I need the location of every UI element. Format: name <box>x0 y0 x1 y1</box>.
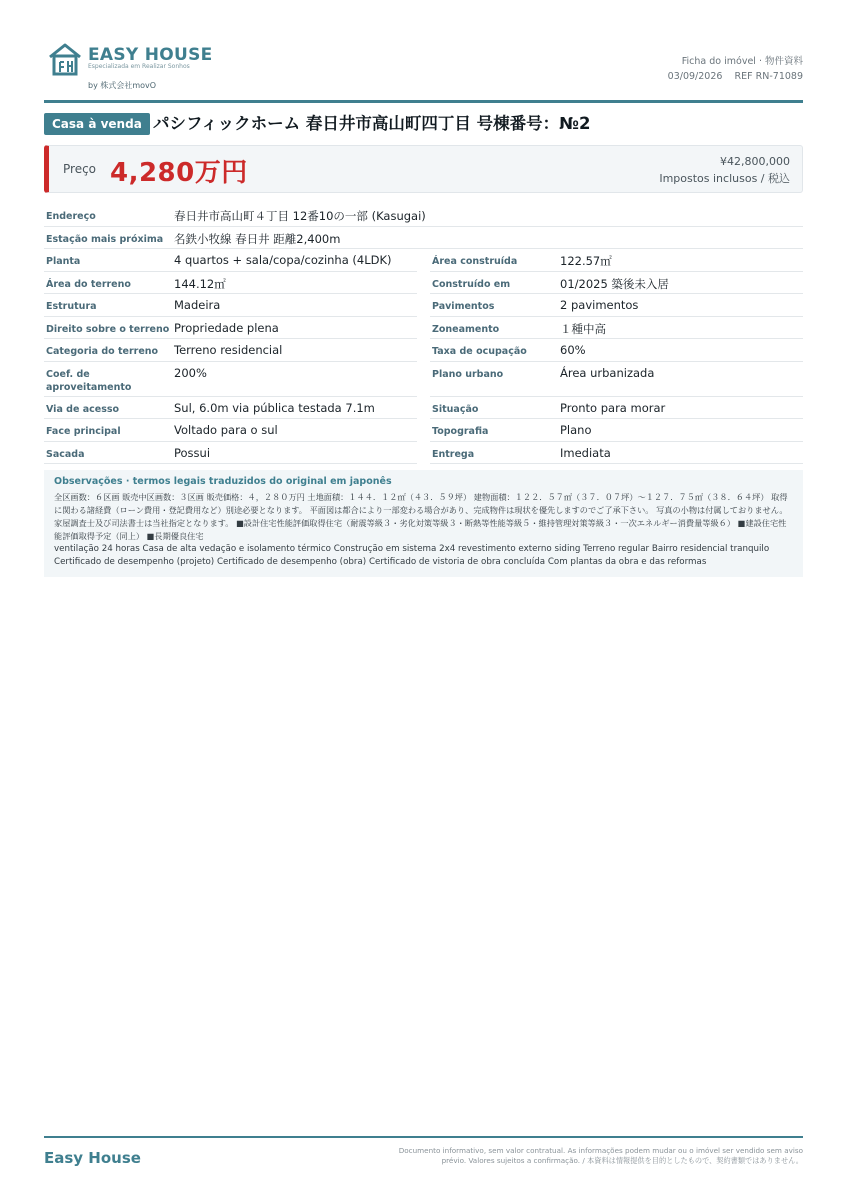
spec-value: Plano <box>560 423 592 437</box>
footer-brand: Easy House <box>44 1149 141 1167</box>
spec-row-address <box>44 204 803 227</box>
footer-disclaimer <box>373 1146 803 1166</box>
spec-value: Madeira <box>174 298 221 312</box>
price-label: Preço <box>63 162 97 176</box>
house-logo-icon <box>48 42 82 76</box>
notes-panel <box>44 470 803 577</box>
brand-tagline: Especializada em Realizar Sonhos <box>88 63 190 70</box>
document-date: 03/09/2026 <box>667 71 723 82</box>
spec-label: Construído em <box>432 278 511 290</box>
spec-cell <box>430 419 803 442</box>
spec-pair <box>44 362 803 397</box>
property-title: パシフィックホーム 春日井市高山町四丁目 号棟番号：№2 <box>153 114 591 133</box>
spec-value: 200% <box>174 365 207 380</box>
brand-company: by 株式会社movO <box>88 81 157 90</box>
spec-pair <box>44 339 803 362</box>
spec-cell <box>430 249 803 272</box>
document-meta <box>668 54 803 84</box>
spec-cell <box>44 294 417 317</box>
spec-cell <box>430 339 803 362</box>
spec-label: Taxa de ocupação <box>432 346 527 357</box>
spec-cell <box>430 294 803 317</box>
price-box <box>44 145 803 193</box>
spec-value: 01/2025 築後未入居 <box>560 276 669 291</box>
brand-name: EASY HOUSE <box>88 45 213 65</box>
spec-pair <box>44 397 803 420</box>
spec-pair <box>44 419 803 442</box>
spec-label: Direito sobre o terreno <box>46 323 170 335</box>
spec-pair <box>44 249 803 272</box>
spec-value: 144.12㎡ <box>174 276 226 291</box>
spec-cell <box>44 317 417 340</box>
notes-title: Observações · termos legais traduzidos do original em japonês <box>54 476 392 487</box>
footer-disclaimer-line: Documento informativo, sem valor contratual. As informações podem mudar ou o imóvel ser vendido sem aviso <box>398 1146 803 1155</box>
spec-label: Plano urbano <box>432 368 504 380</box>
spec-label: Categoria do terreno <box>46 346 159 357</box>
spec-cell <box>430 317 803 340</box>
spec-label: Endereço <box>46 211 96 222</box>
spec-table <box>44 204 803 464</box>
spec-value: 春日井市高山町４丁目 12番10の一部 (Kasugai) <box>174 209 426 223</box>
spec-cell <box>44 249 417 272</box>
spec-label: Topografia <box>432 426 489 437</box>
spec-cell <box>44 442 417 465</box>
spec-label: Coef. de aproveitamento <box>46 368 132 393</box>
spec-pair <box>44 317 803 340</box>
spec-value: Possui <box>174 445 211 460</box>
spec-cell <box>430 272 803 295</box>
spec-label: Situação <box>432 403 479 415</box>
spec-label: Sacada <box>46 448 85 460</box>
spec-value: Voltado para o sul <box>174 423 278 437</box>
tax-note: Impostos inclusos / 税込 <box>659 172 790 185</box>
spec-cell <box>44 397 417 420</box>
spec-pair <box>44 272 803 295</box>
price-value: 4,280万円 <box>110 158 248 188</box>
spec-value: １種中高 <box>560 321 606 336</box>
footer <box>44 1136 803 1178</box>
spec-value: Imediata <box>560 445 611 460</box>
spec-value: 60% <box>560 343 586 357</box>
spec-value: Terreno residencial <box>174 343 283 357</box>
title-row <box>44 112 803 142</box>
spec-cell <box>44 272 417 295</box>
spec-value: 4 quartos + sala/copa/cozinha (4LDK) <box>174 253 392 267</box>
spec-label: Zoneamento <box>432 323 500 335</box>
price-yen: ¥42,800,000 <box>720 155 790 168</box>
spec-value: 122.57㎡ <box>560 254 612 268</box>
footer-disclaimer-line: prévio. Valores sujeitos a confirmação. / 本資料は情報提供を目的としたもので、契約書類ではありません。 <box>441 1156 803 1165</box>
spec-row-station <box>44 227 803 250</box>
spec-label: Planta <box>46 256 81 267</box>
spec-label: Via de acesso <box>46 403 120 415</box>
spec-cell <box>430 362 803 397</box>
logo <box>48 42 268 92</box>
spec-value: Propriedade plena <box>174 320 279 335</box>
spec-cell <box>44 339 417 362</box>
notes-portuguese-text: ventilação 24 horas Casa de alta vedação e isolamento térmico Construção em sistema 2x4 revestimento externo siding Terreno regular Bairro residencial tranquilo Certificado de desempenho (projeto) Certificado de desempenho (obra) Certificado de vistoria de obra concluída Com plantas da obra e das reformas <box>54 544 770 567</box>
spec-value: Área urbanizada <box>560 365 655 380</box>
spec-label: Face principal <box>46 426 121 437</box>
spec-cell <box>44 362 417 397</box>
spec-label: Pavimentos <box>432 301 495 312</box>
spec-value: Pronto para morar <box>560 400 666 415</box>
property-sheet <box>44 0 803 577</box>
spec-value: 名鉄小牧線 春日井 距離2,400m <box>174 231 341 246</box>
spec-value: 2 pavimentos <box>560 298 639 312</box>
listing-type-badge: Casa à venda <box>44 113 150 135</box>
spec-pair <box>44 294 803 317</box>
notes-japanese-text: 全区画数：６区画 販売中区画数：３区画 販売価格：４，２８０万円 土地面積：１４４．１２㎡（４３．５９坪） 建物面積：１２２．５７㎡（３７．０７坪）〜１２７．７５㎡（３８．６４坪） 取得に関わる諸経費（ローン費用・登記費用など）別途必要となります。 平面図は都合により一部変わる場合があり、完成物件は現状を優先しますのでご了承下さい。 写真の小物は付属しておりません。 家屋調査士及び司法書士は当社指定となります。 ■設計住宅性能評価取得住宅（耐震等級３・劣化対策等級３・断熱等性能等級５・維持管理対策等級３・一次エネルギー消費量等級６） ■建設住宅性能評価取得予定（同上） ■長期優良住宅 <box>54 492 788 541</box>
document-date-ref <box>668 69 803 84</box>
spec-value: Sul, 6.0m via pública testada 7.1m <box>174 400 375 415</box>
spec-label: Área do terreno <box>46 278 131 290</box>
spec-label: Estação mais próxima <box>46 233 164 245</box>
spec-pair <box>44 442 803 465</box>
spec-cell <box>430 442 803 465</box>
header <box>44 0 803 103</box>
spec-label: Área construída <box>432 256 518 267</box>
document-type: Ficha do imóvel · 物件資料 <box>681 56 803 67</box>
spec-label: Entrega <box>432 448 475 460</box>
spec-cell <box>430 397 803 420</box>
spec-label: Estrutura <box>46 301 97 312</box>
spec-cell <box>44 419 417 442</box>
document-ref: REF RN-71089 <box>734 71 803 82</box>
